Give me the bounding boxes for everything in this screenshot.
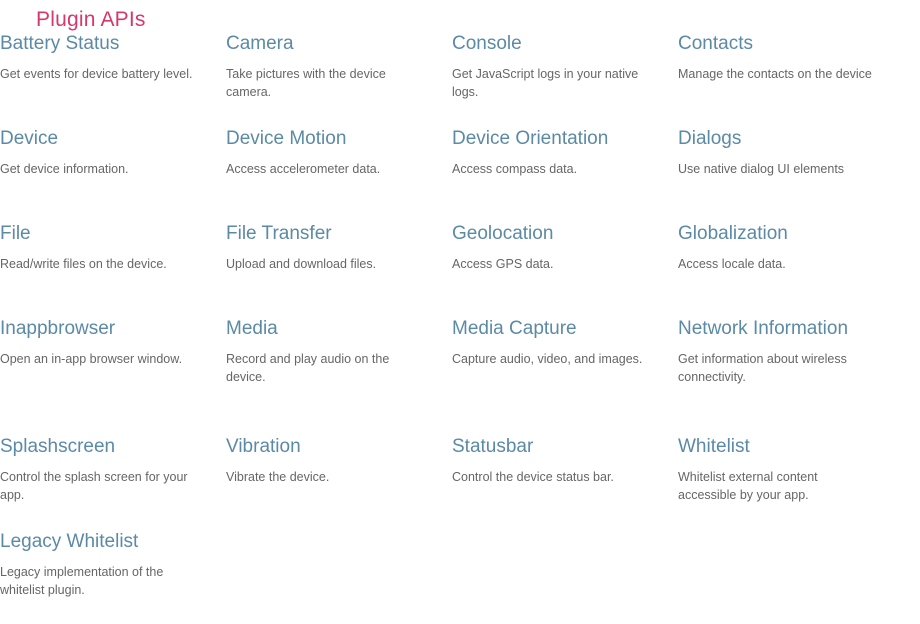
- plugin-api-row: [0, 435, 920, 530]
- plugin-api-description: Take pictures with the device camera.: [226, 67, 386, 99]
- plugin-api-link[interactable]: Dialogs: [678, 128, 742, 149]
- plugin-api-row: [0, 32, 920, 127]
- plugin-api-card: [0, 317, 226, 435]
- plugin-api-description: Whitelist external content accessible by your app.: [678, 470, 818, 502]
- plugin-api-description: Get JavaScript logs in your native logs.: [452, 67, 639, 99]
- plugin-api-grid: [0, 32, 920, 610]
- plugin-api-link[interactable]: Network Information: [678, 318, 849, 339]
- page-title: Plugin APIs: [36, 8, 146, 31]
- plugin-api-link[interactable]: File Transfer: [226, 223, 332, 244]
- plugin-api-card: [452, 435, 678, 530]
- plugin-api-description: Get information about wireless connectivity.: [678, 352, 847, 384]
- plugin-api-description: Read/write files on the device.: [0, 257, 167, 271]
- plugin-api-card: [678, 435, 904, 530]
- plugin-api-link[interactable]: Contacts: [678, 33, 753, 54]
- plugin-api-card: [0, 530, 226, 610]
- plugin-api-card-empty: [452, 530, 678, 610]
- plugin-api-description: Control the splash screen for your app.: [0, 470, 188, 502]
- plugin-api-card: [0, 222, 226, 317]
- plugin-api-link[interactable]: Inappbrowser: [0, 318, 116, 339]
- plugin-api-card: [452, 127, 678, 222]
- plugin-api-link[interactable]: Geolocation: [452, 223, 554, 244]
- plugin-api-description: Access GPS data.: [452, 257, 554, 271]
- plugin-api-description: Legacy implementation of the whitelist plugin.: [0, 565, 164, 597]
- plugin-api-description: Access compass data.: [452, 162, 578, 176]
- plugin-api-description: Open an in-app browser window.: [0, 352, 183, 366]
- plugin-api-card: [678, 222, 904, 317]
- plugin-api-card: [0, 435, 226, 530]
- plugin-api-card: [678, 32, 904, 127]
- plugin-api-card: [226, 222, 452, 317]
- plugin-api-link[interactable]: Legacy Whitelist: [0, 531, 139, 552]
- plugin-api-link[interactable]: Splashscreen: [0, 436, 116, 457]
- plugin-api-card: [226, 127, 452, 222]
- plugin-api-link[interactable]: Device Orientation: [452, 128, 609, 149]
- plugin-api-link[interactable]: Whitelist: [678, 436, 750, 457]
- plugin-api-link[interactable]: Battery Status: [0, 33, 120, 54]
- plugin-api-link[interactable]: Device Motion: [226, 128, 347, 149]
- plugin-api-description: Access locale data.: [678, 257, 786, 271]
- plugin-api-description: Upload and download files.: [226, 257, 377, 271]
- plugin-api-link[interactable]: Globalization: [678, 223, 788, 244]
- plugin-api-link[interactable]: Statusbar: [452, 436, 534, 457]
- plugin-api-card: [226, 317, 452, 435]
- plugin-api-card-empty: [678, 530, 904, 610]
- plugin-api-row: [0, 317, 920, 435]
- plugin-api-link[interactable]: Console: [452, 33, 522, 54]
- plugin-api-card: [0, 127, 226, 222]
- plugin-api-link[interactable]: Media Capture: [452, 318, 577, 339]
- plugin-api-card: [678, 127, 904, 222]
- plugin-api-card: [452, 317, 678, 435]
- plugin-api-link[interactable]: Vibration: [226, 436, 301, 457]
- plugin-api-link[interactable]: File: [0, 223, 31, 244]
- plugin-api-card: [0, 32, 226, 127]
- plugin-api-link[interactable]: Media: [226, 318, 278, 339]
- plugin-api-description: Manage the contacts on the device: [678, 67, 872, 81]
- plugin-api-card: [226, 32, 452, 127]
- plugin-api-link[interactable]: Device: [0, 128, 59, 149]
- plugin-api-description: Get events for device battery level.: [0, 67, 193, 81]
- plugin-api-row: [0, 530, 920, 610]
- plugin-api-link[interactable]: Camera: [226, 33, 294, 54]
- plugin-api-description: Access accelerometer data.: [226, 162, 381, 176]
- plugin-api-card: [226, 435, 452, 530]
- plugin-api-card-empty: [226, 530, 452, 610]
- plugin-api-description: Use native dialog UI elements: [678, 162, 845, 176]
- plugin-api-card: [678, 317, 904, 435]
- plugin-api-row: [0, 127, 920, 222]
- plugin-api-description: Vibrate the device.: [226, 470, 330, 484]
- plugin-api-card: [452, 222, 678, 317]
- plugin-api-card: [452, 32, 678, 127]
- plugin-api-row: [0, 222, 920, 317]
- plugin-api-description: Get device information.: [0, 162, 129, 176]
- plugin-api-description: Control the device status bar.: [452, 470, 614, 484]
- plugin-api-description: Record and play audio on the device.: [226, 352, 390, 384]
- plugin-api-description: Capture audio, video, and images.: [452, 352, 643, 366]
